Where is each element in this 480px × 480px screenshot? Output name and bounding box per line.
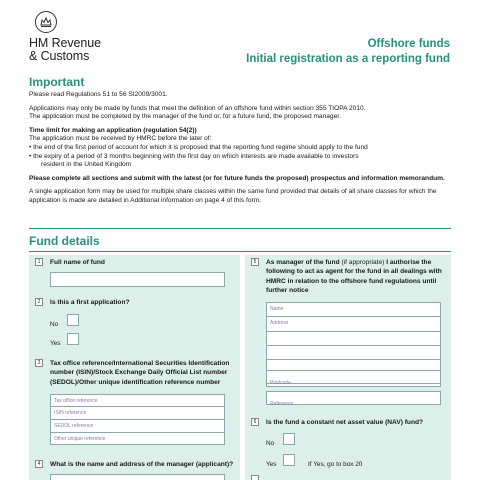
org-name-line1: HM Revenue — [29, 36, 101, 50]
q2-yes-label: Yes — [50, 340, 61, 347]
q2-no-checkbox[interactable] — [67, 314, 79, 326]
important-body — [29, 91, 454, 211]
time-limit-intro: The application must be received by HMRC before the later of: — [29, 135, 212, 143]
time-limit-heading: Time limit for making an application (regulation 54(2)) — [29, 126, 197, 134]
fund-name-input[interactable] — [50, 272, 225, 287]
q2-label: Is this a first application? — [50, 299, 130, 306]
q5-label-part3: I authorise the following to act as agent for the fund in all dealings with HMRC in relation to the offshore fund regulations until further notice — [266, 259, 442, 295]
agent-reference-label: Reference — [270, 401, 294, 407]
manager-name-input[interactable] — [50, 474, 225, 480]
question-number-2: 2 — [35, 298, 43, 306]
sedol-reference-input[interactable] — [50, 419, 225, 432]
question-number-1: 1 — [35, 258, 43, 266]
q2-yes-checkbox[interactable] — [67, 333, 79, 345]
q5-label-part1: As manager of the fund — [266, 259, 342, 266]
q2-no-label: No — [50, 321, 59, 328]
other-reference-label: Other unique reference — [54, 436, 106, 442]
hmrc-logo — [29, 11, 139, 63]
tax-office-reference-input[interactable] — [50, 394, 225, 406]
q6-no-label: No — [266, 440, 275, 447]
question-number-6: 6 — [251, 418, 259, 426]
question-number-3: 3 — [35, 359, 43, 367]
crown-crest-icon — [35, 11, 57, 33]
time-limit-bullet-2 — [29, 153, 454, 170]
agent-reference-input[interactable] — [266, 391, 441, 405]
form-title-line2: Initial registration as a reporting fund — [246, 53, 450, 65]
isin-reference-label: ISIN reference — [54, 410, 87, 416]
agent-address-input[interactable] — [266, 316, 441, 331]
time-limit-list — [29, 144, 454, 170]
isin-reference-input[interactable] — [50, 406, 225, 419]
agent-name-label: Name — [270, 306, 284, 312]
org-name-line2: & Customs — [29, 49, 90, 63]
agent-postcode-label: Postcode — [270, 380, 291, 386]
important-heading: Important — [29, 75, 85, 89]
regulations-note: Please read Regulations 51 to 56 SI2009/3001. — [29, 91, 168, 98]
question-number-4: 4 — [35, 460, 43, 468]
q6-yes-label: Yes — [266, 461, 277, 468]
fund-details-divider — [29, 251, 451, 252]
q1-label: Full name of fund — [50, 259, 105, 266]
single-form-note: A single application form may be used for multiple share classes within the same fund provided that details of all share classes for which the application is made are detailed in Additional information on page 4 of this form. — [29, 188, 437, 204]
q4-label: What is the name and address of the manager (applicant)? — [50, 461, 234, 468]
fund-details-heading: Fund details — [29, 234, 100, 248]
question-number-5: 5 — [251, 258, 259, 266]
other-reference-input[interactable] — [50, 432, 225, 445]
form-column-left — [29, 255, 240, 480]
q3-label: Tax office reference/International Securities Identification number (ISIN)/Stock Exchange Daily Official List number (SEDOL)/Other unique identification reference number — [50, 360, 230, 386]
question-number-7-partial — [251, 475, 259, 480]
agent-address-line2-input[interactable] — [266, 331, 441, 345]
q6-yes-checkbox[interactable] — [283, 454, 295, 466]
q5-label — [266, 258, 448, 296]
q6-label: Is the fund a constant net asset value (NAV) fund? — [266, 419, 424, 426]
form-title-line1: Offshore funds — [367, 38, 450, 50]
agent-address-label: Address — [270, 320, 289, 326]
complete-all-note: Please complete all sections and submit with the latest (or for future funds the proposed) prospectus and information memorandum. — [29, 174, 445, 182]
q6-no-checkbox[interactable] — [283, 433, 295, 445]
q5-label-part2: (if appropriate) — [341, 259, 385, 266]
q6-yes-note: If Yes, go to box 20 — [308, 461, 363, 468]
form-title — [246, 37, 450, 67]
form-column-right — [245, 255, 451, 480]
eligibility-note: Applications may only be made by funds that meet the definition of an offshore fund within section 355 TIOPA 2010. — [29, 104, 366, 112]
time-limit-bullet-2-cont: resident in the United Kingdom — [41, 161, 132, 169]
agent-name-input[interactable] — [266, 302, 441, 316]
time-limit-bullet-2-text: • the expiry of a period of 3 months beginning with the first day on which interests are made available to investors — [29, 152, 359, 160]
sedol-reference-label: SEDOL reference — [54, 423, 94, 429]
time-limit-bullet-1: • the end of the first period of account for which it is proposed that the reporting fund regime should apply to the fund — [29, 143, 368, 151]
agent-address-line3-input[interactable] — [266, 345, 441, 359]
agent-postcode-input[interactable] — [266, 370, 441, 384]
tax-office-reference-label: Tax office reference — [54, 398, 98, 404]
manager-note: The application must be completed by the manager of the fund or, for a future fund, the proposed manager. — [29, 113, 341, 121]
section-divider — [29, 228, 451, 229]
